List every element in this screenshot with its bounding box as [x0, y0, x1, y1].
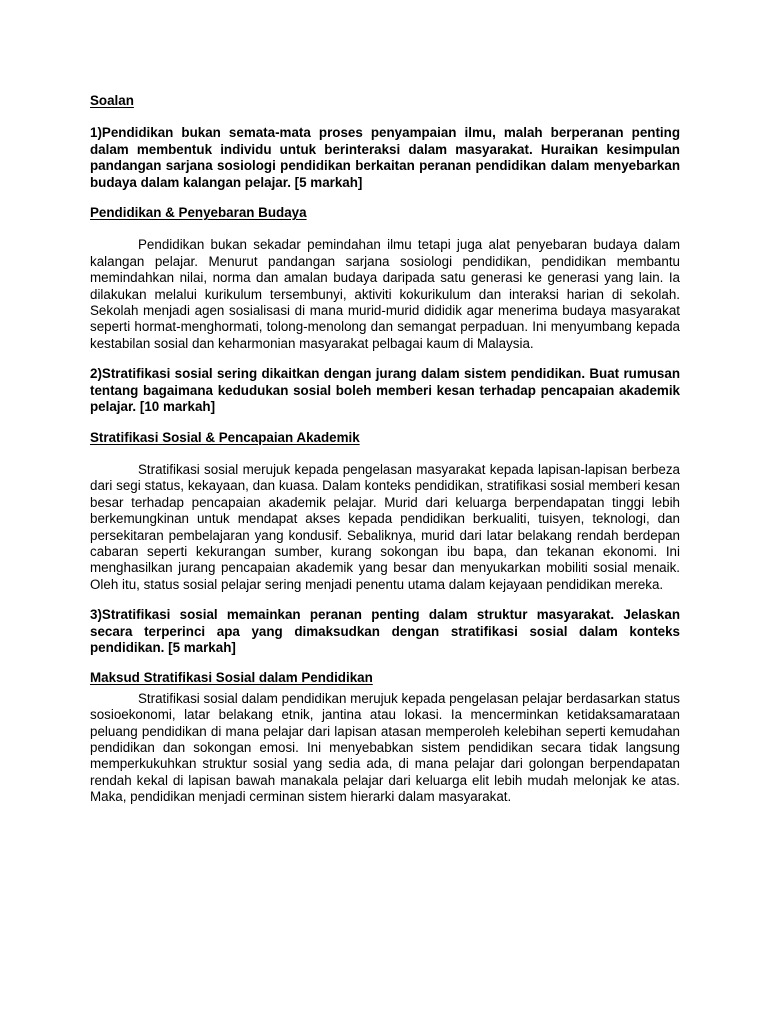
- section-heading-2: Stratifikasi Sosial & Pencapaian Akademik: [90, 429, 360, 445]
- document-page: [90, 93, 680, 806]
- section-heading-1: Pendidikan & Penyebaran Budaya: [90, 205, 307, 221]
- answer-paragraph-2: Stratifikasi sosial merujuk kepada pengelasan masyarakat kepada lapisan-lapisan berbeza dari segi status, kekayaan, dan kuasa. Dalam konteks pendidikan, stratifikasi sosial memberi kesan besar terhadap pencapaian akademik pelajar. Murid dari keluarga berpendapatan tinggi lebih berkemungkinan untuk mendapat akses kepada pendidikan berkualiti, tuisyen, teknologi, dan persekitaran pembelajaran yang kondusif. Sebaliknya, murid dari latar belakang rendah berdepan cabaran seperti kekurangan sumber, kurang sokongan ibu bapa, dan tekanan ekonomi. Ini menghasilkan jurang pencapaian akademik yang besar dan menyukarkan mobiliti sosial menaik. Oleh itu, status sosial pelajar sering menjadi penentu utama dalam kejayaan pendidikan mereka.: [90, 461, 680, 592]
- section-heading-3: Maksud Stratifikasi Sosial dalam Pendidikan: [90, 670, 373, 686]
- answer-paragraph-3: Stratifikasi sosial dalam pendidikan merujuk kepada pengelasan pelajar berdasarkan status sosioekonomi, latar belakang etnik, jantina atau lokasi. Ia mencerminkan ketidaksamarataan peluang pendidikan di mana pelajar dari lapisan atasan memperoleh kelebihan seperti kemudahan pendidikan dan sokongan emosi. Ini menyebabkan sistem pendidikan secara tidak langsung memperkukuhkan struktur sosial yang sedia ada, di mana pelajar dari golongan berpendapatan rendah kekal di lapisan bawah manakala pelajar dari keluarga elit lebih mudah melonjak ke atas. Maka, pendidikan menjadi cerminan sistem hierarki dalam masyarakat.: [90, 690, 680, 805]
- question-3: 3)Stratifikasi sosial memainkan peranan penting dalam struktur masyarakat. Jelaskan secara terperinci apa yang dimaksudkan dengan stratifikasi sosial dalam konteks pendidikan. [5 markah]: [90, 607, 680, 655]
- question-1: 1)Pendidikan bukan semata-mata proses penyampaian ilmu, malah berperanan penting dalam membentuk individu untuk berinteraksi dalam masyarakat. Huraikan kesimpulan pandangan sarjana sosiologi pendidikan berkaitan peranan pendidikan dalam menyebarkan budaya dalam kalangan pelajar. [5 markah]: [90, 125, 680, 190]
- question-2: 2)Stratifikasi sosial sering dikaitkan dengan jurang dalam sistem pendidikan. Buat rumusan tentang bagaimana kedudukan sosial boleh memberi kesan terhadap pencapaian akademik pelajar. [10 markah]: [90, 366, 680, 415]
- document-title: Soalan: [90, 93, 134, 108]
- answer-paragraph-1: Pendidikan bukan sekadar pemindahan ilmu tetapi juga alat penyebaran budaya dalam kalangan pelajar. Menurut pandangan sarjana sosiologi pendidikan, pendidikan membantu memindahkan nilai, norma dan amalan budaya daripada satu generasi ke generasi yang lain. Ia dilakukan melalui kurikulum tersembunyi, aktiviti kokurikulum dan interaksi harian di sekolah. Sekolah menjadi agen sosialisasi di mana murid-murid dididik agar menerima budaya masyarakat seperti hormat-menghormati, tolong-menolong dan semangat perpaduan. Ini menyumbang kepada kestabilan sosial dan keharmonian masyarakat pelbagai kaum di Malaysia.: [90, 237, 680, 351]
